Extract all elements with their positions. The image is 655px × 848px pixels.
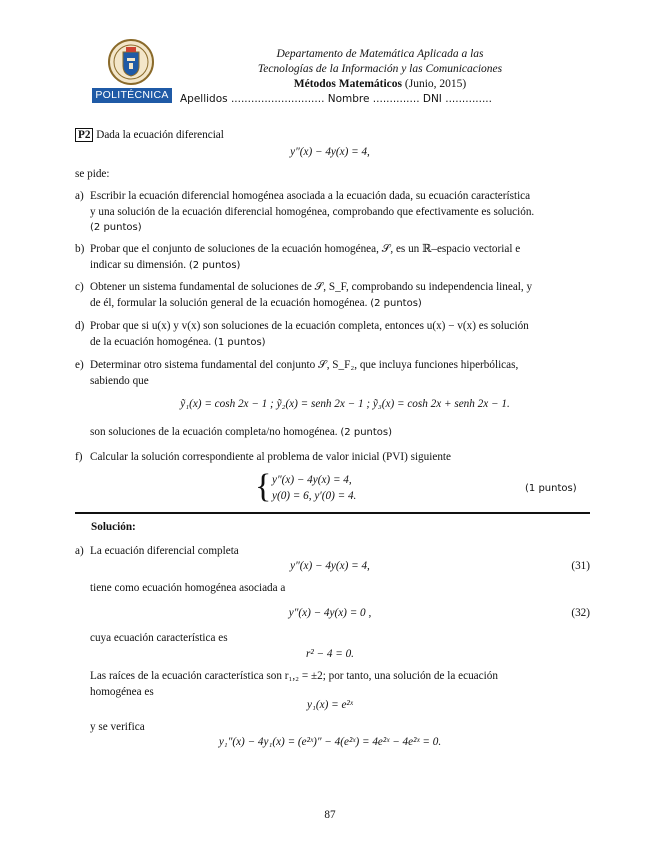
item-b-letter: b) [75,243,85,255]
equation-31: y″(x) − 4y(x) = 4, [290,560,370,572]
solution-heading: Solución: [91,521,136,533]
item-d-line1: Probar que si u(x) y v(x) son soluciones de la ecuación completa, entonces u(x) − v(x) es solución [90,320,529,332]
logo-wordmark: POLITÉCNICA [92,88,172,103]
equation-31-number: (31) [571,560,590,572]
solution-a-letter: a) [75,545,84,557]
item-d-line2-wrap [90,334,266,351]
solution-a-intro: La ecuación diferencial completa [90,545,239,557]
homogeneous-intro: tiene como ecuación homogénea asociada a [90,582,286,594]
student-fields: Apellidos ............................ Nombre .............. DNI .............. [180,93,492,105]
item-a-points: (2 puntos) [90,222,142,233]
item-e-line2: sabiendo que [90,375,149,387]
pvi-line1: y″(x) − 4y(x) = 4, [272,474,352,486]
course-session: (Junio, 2015) [404,78,467,90]
equation-32: y″(x) − 4y(x) = 0 , [288,607,372,619]
item-a-line1: Escribir la ecuación diferencial homogénea asociada a la ecuación dada, su ecuación característica [90,190,531,202]
item-a-line2: y una solución de la ecuación diferencial homogénea, comprobando que efectivamente es solución. [90,206,535,218]
item-b-points: (2 puntos) [188,260,241,271]
item-c-line1: Obtener un sistema fundamental de soluciones de 𝒮, S_F, comprobando su independencia lineal, y [90,281,533,293]
item-e-letter: e) [75,359,84,371]
problem-intro: Dada la ecuación diferencial [96,129,224,141]
item-c-points: (2 puntos) [370,298,422,309]
main-equation: y″(x) − 4y(x) = 4, [290,146,370,158]
item-f-letter: f) [75,451,83,463]
item-c-line2-wrap [90,295,422,312]
characteristic-intro: cuya ecuación característica es [90,632,228,644]
y1-equation: y₁(x) = e²ˣ [307,699,353,711]
roots-line-2: homogénea es [90,686,154,698]
item-f-line1: Calcular la solución correspondiente al problema de valor inicial (PVI) siguiente [90,451,451,463]
pvi-line2: y(0) = 6, y′(0) = 4. [272,490,357,502]
item-e-line3-wrap [90,424,392,441]
problem-label: P2 [75,128,93,142]
course-header [180,77,580,92]
page-number: 87 [324,809,336,821]
department-line-2: Tecnologías de la Información y las Comunicaciones [257,63,503,75]
item-a-letter: a) [75,190,84,202]
se-pide: se pide: [75,168,110,180]
roots-line-1: Las raíces de la ecuación característica son r₁,₂ = ±2; por tanto, una solución de la ecuación [90,670,498,682]
item-e-line1: Determinar otro sistema fundamental del conjunto 𝒮, S_F₂, que incluya funciones hiperbólicas, [90,359,519,371]
verify-intro: y se verifica [90,721,145,733]
item-f-points: (1 puntos) [525,483,577,494]
university-crest-icon [108,38,154,86]
department-line-1: Departamento de Matemática Aplicada a las [276,48,484,60]
item-d-letter: d) [75,320,85,332]
item-c-letter: c) [75,281,84,293]
item-c-line2: de él, formular la solución general de la ecuación homogénea. [90,297,368,309]
verify-equation: y₁″(x) − 4y₁(x) = (e²ˣ)″ − 4(e²ˣ) = 4e²ˣ − 4e²ˣ = 0. [218,736,442,748]
item-d-points: (1 puntos) [213,337,266,348]
problem-intro-line [75,127,595,143]
item-b-line2: indicar su dimensión. [90,259,187,271]
item-e-line3: son soluciones de la ecuación completa/no homogénea. [90,426,338,438]
course-title: Métodos Matemáticos [293,78,403,90]
pvi-brace-icon: { [255,468,272,505]
equation-32-number: (32) [571,607,590,619]
item-b-line2-wrap [90,257,240,274]
characteristic-equation: r² − 4 = 0. [306,648,354,660]
item-e-formula: ỹ₁(x) = cosh 2x − 1 ; ỹ₂(x) = senh 2x − 1 ; ỹ₃(x) = cosh 2x + senh 2x − 1. [180,398,510,410]
university-logo [92,38,174,104]
item-b-line1: Probar que el conjunto de soluciones de la ecuación homogénea, 𝒮, es un ℝ–espacio vectorial e [90,243,521,255]
item-e-points: (2 puntos) [340,427,393,438]
item-d-line2: de la ecuación homogénea. [90,336,212,348]
solution-divider [75,512,590,514]
